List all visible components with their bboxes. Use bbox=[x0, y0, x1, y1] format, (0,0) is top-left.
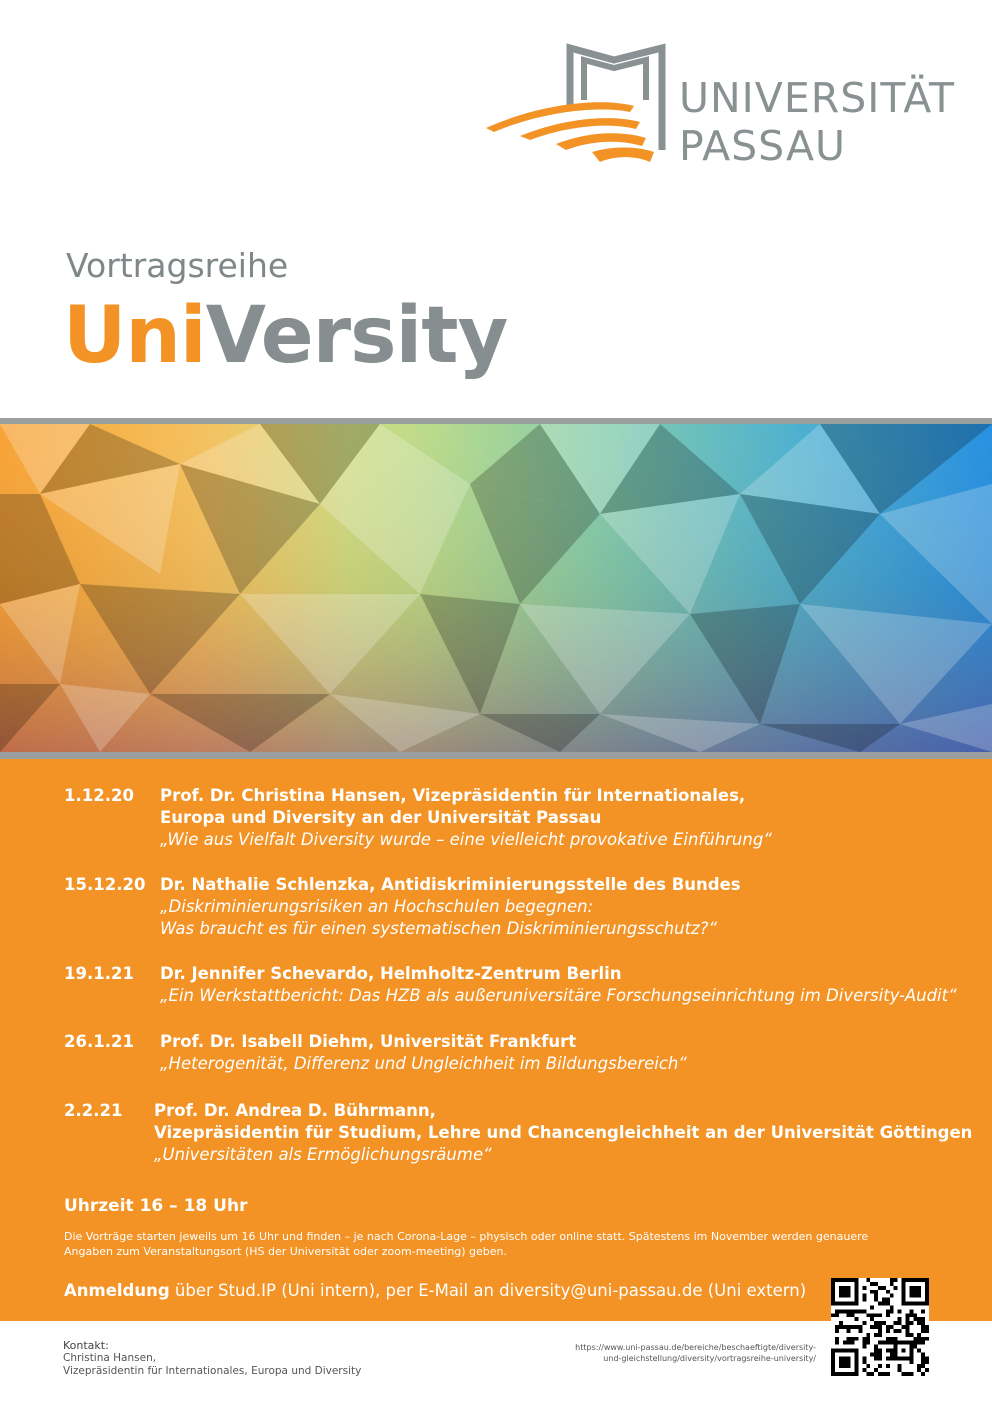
university-logo bbox=[484, 40, 954, 170]
building-logo-icon bbox=[484, 40, 674, 170]
event-speaker: Vizepräsidentin für Studium, Lehre und Chancengleichheit an der Universität Göttingen bbox=[154, 1123, 973, 1142]
info-url[interactable] bbox=[560, 1342, 816, 1364]
series-title bbox=[63, 286, 507, 386]
logo-line-2: PASSAU bbox=[679, 122, 847, 170]
event-talk-title: „Universitäten als Ermöglichungsräume“ bbox=[154, 1145, 492, 1164]
logo-line-1: UNIVERSITÄT bbox=[679, 74, 956, 122]
info-url-line: und-gleichstellung/diversity/vortragsreihe-university/ bbox=[603, 1354, 816, 1363]
event-date: 2.2.21 bbox=[64, 1101, 123, 1120]
contact-role: Vizepräsidentin für Internationales, Europa und Diversity bbox=[63, 1365, 362, 1377]
event-speaker: Dr. Jennifer Schevardo, Helmholtz-Zentrum Berlin bbox=[160, 964, 622, 983]
program-section bbox=[0, 759, 992, 1321]
registration-info bbox=[64, 1281, 806, 1300]
event-date: 15.12.20 bbox=[64, 875, 146, 894]
event-date: 1.12.20 bbox=[64, 786, 134, 805]
event-speaker: Prof. Dr. Christina Hansen, Vizepräsidentin für Internationales, bbox=[160, 786, 746, 805]
bottom-divider bbox=[0, 752, 992, 759]
event-speaker: Europa und Diversity an der Universität Passau bbox=[160, 808, 602, 827]
lowpoly-banner-image bbox=[0, 424, 992, 752]
event-talk-title: „Heterogenität, Differenz und Ungleichheit im Bildungsbereich“ bbox=[160, 1054, 687, 1073]
registration-text: über Stud.IP (Uni intern), per E-Mail an diversity@uni-passau.de (Uni extern) bbox=[169, 1281, 807, 1300]
event-speaker: Prof. Dr. Isabell Diehm, Universität Frankfurt bbox=[160, 1032, 577, 1051]
series-label: Vortragsreihe bbox=[66, 246, 289, 285]
info-url-line: https://www.uni-passau.de/bereiche/beschaeftigte/diversity- bbox=[575, 1343, 816, 1352]
series-title-versity: Versity bbox=[205, 291, 508, 381]
event-speaker: Prof. Dr. Andrea D. Bührmann, bbox=[154, 1101, 436, 1120]
event-time: Uhrzeit 16 – 18 Uhr bbox=[64, 1196, 248, 1216]
contact-name: Christina Hansen, bbox=[63, 1352, 157, 1364]
event-note: Die Vorträge starten jeweils um 16 Uhr und finden – je nach Corona-Lage – physisch oder online statt. Spätestens im November werden genauere Angaben zum Veranstaltungsort (HS der Universität oder zoom-meeting) geben. bbox=[64, 1230, 869, 1258]
event-speaker: Dr. Nathalie Schlenzka, Antidiskriminierungsstelle des Bundes bbox=[160, 875, 741, 894]
series-title-uni: Uni bbox=[63, 291, 206, 381]
contact-label: Kontakt: bbox=[63, 1339, 109, 1352]
event-talk-title: „Diskriminierungsrisiken an Hochschulen begegnen: bbox=[160, 897, 594, 916]
qr-code-icon[interactable] bbox=[831, 1278, 929, 1376]
event-talk-title: „Ein Werkstattbericht: Das HZB als außeruniversitäre Forschungseinrichtung im Diversity-Audit“ bbox=[160, 986, 957, 1005]
event-talk-title: Was braucht es für einen systematischen Diskriminierungsschutz?“ bbox=[160, 919, 718, 938]
event-date: 19.1.21 bbox=[64, 964, 134, 983]
event-date: 26.1.21 bbox=[64, 1032, 134, 1051]
contact-block bbox=[63, 1339, 361, 1378]
registration-label: Anmeldung bbox=[64, 1281, 170, 1300]
event-talk-title: „Wie aus Vielfalt Diversity wurde – eine vielleicht provokative Einführung“ bbox=[160, 830, 772, 849]
